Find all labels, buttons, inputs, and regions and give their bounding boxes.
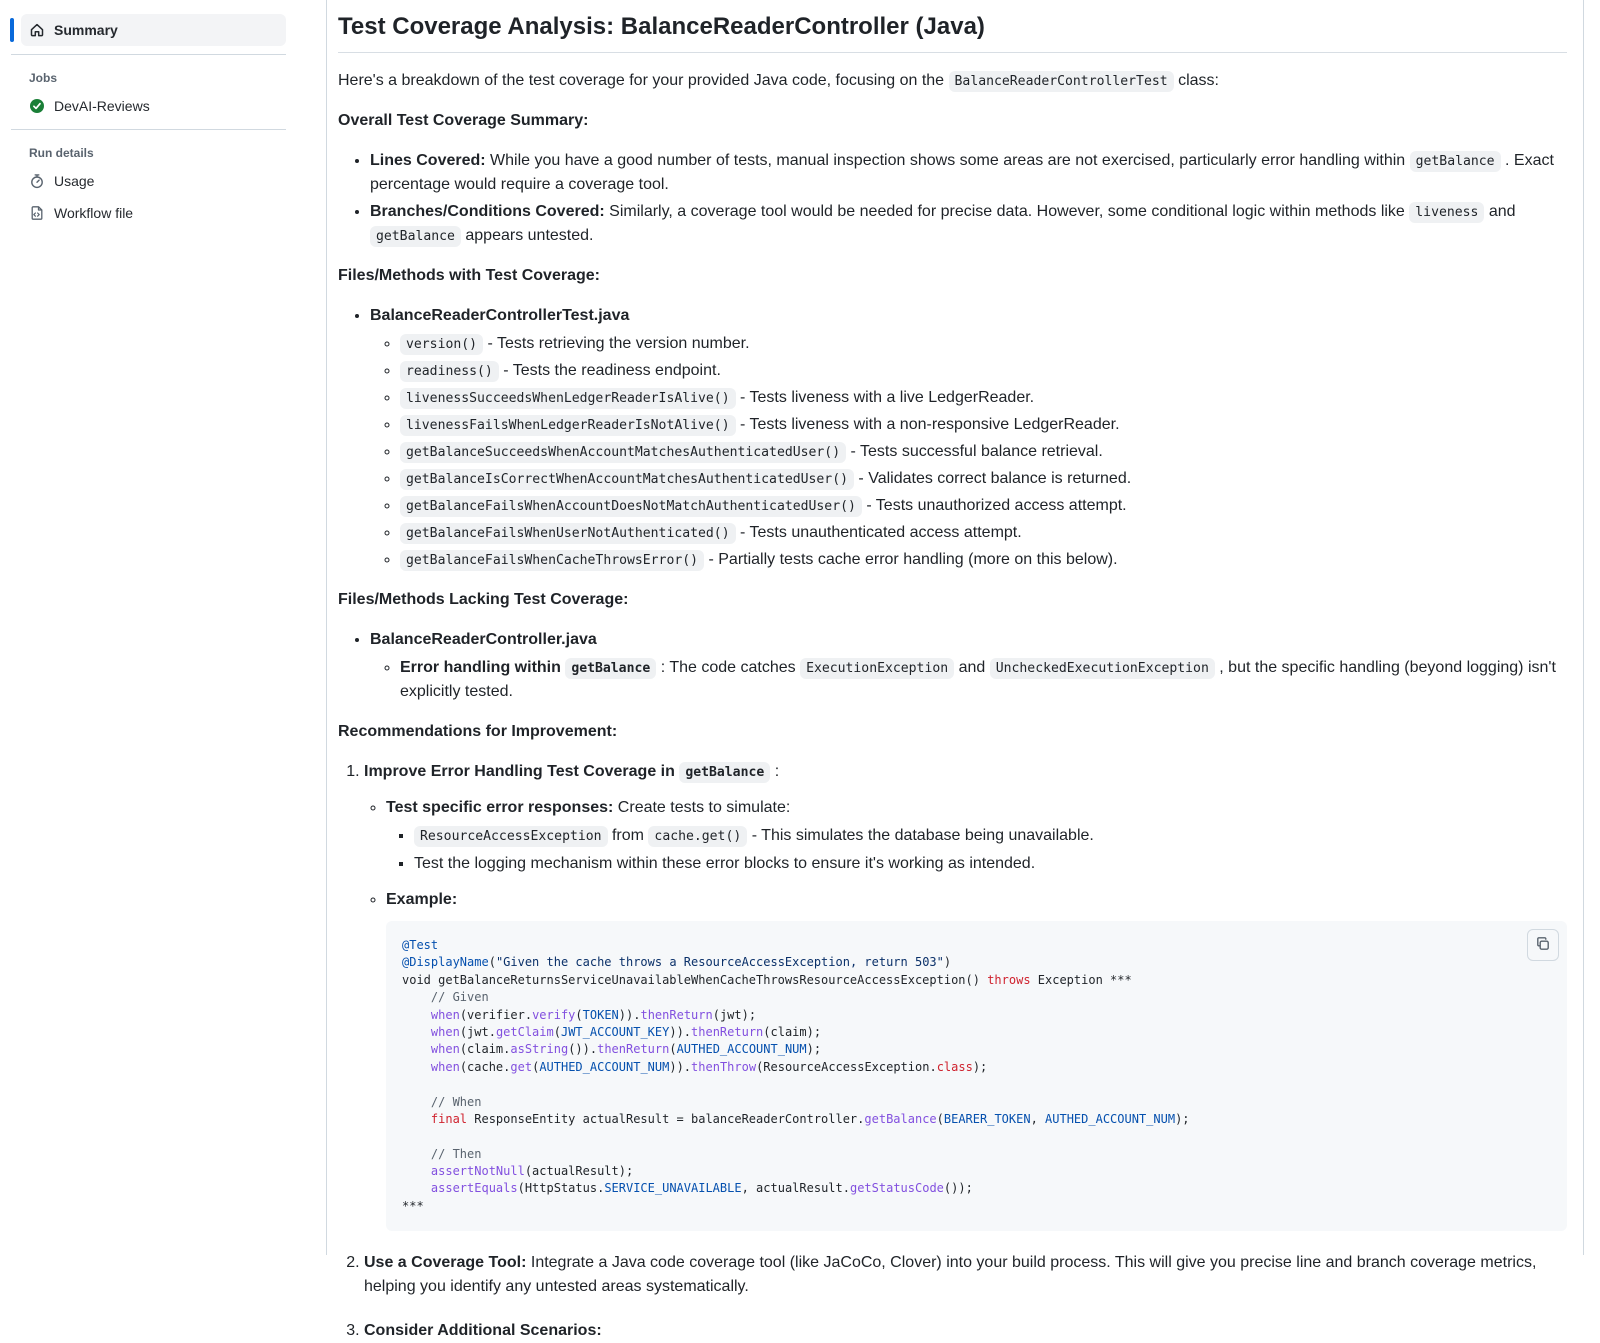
recommendations-heading: Recommendations for Improvement: [338,723,618,740]
list-item: • Lines Covered: While you have a good number of tests, manual inspection shows some areas are not exercised, particularly error handling within getBalance . Exact percentage would require a coverage tool. [370,149,1567,197]
sidebar-divider [11,129,286,130]
list-item: ◦ getBalanceFailsWhenAccountDoesNotMatchAuthenticatedUser() - Tests unauthorized access attempt. [400,494,1567,518]
sidebar-item-usage[interactable] [21,166,286,196]
run-sidebar [0,0,327,1255]
sub-recommendation: Test specific error responses: Create tests to simulate: [386,799,791,816]
jobs-section-header: Jobs [29,71,58,85]
files-lacking-coverage-list [338,628,1567,704]
sidebar-item-label: Summary [54,22,118,38]
intro-paragraph: Here's a breakdown of the test coverage for your provided Java code, focusing on the BalanceReaderControllerTest class: [338,69,1567,93]
list-item: ▪ ResourceAccessException from cache.get() - This simulates the database being unavailable. [414,824,1567,848]
simulate-list [386,824,1567,876]
list-item: ◦ Error handling within getBalance : The code catches ExecutionException and UncheckedExecutionException , but the specific handling (beyond logging) isn't explicitly tested. [400,656,1567,704]
list-item: 3. Consider Additional Scenarios: [364,1319,1567,1343]
untested-areas-list [370,656,1567,704]
summary-content [327,0,1584,1340]
copy-code-button[interactable] [1527,929,1559,961]
java-code-block: @Test @DisplayName("Given the cache throws a ResourceAccessException, return 503") void getBalanceReturnsServiceUnavailableWhenCacheThrowsResourceAccessException() throws Exception *** // Given when(verifier.verify(TOKEN)).thenReturn(jwt); when(jwt.getClaim(JWT_ACCOUNT_KEY)).thenReturn(claim); when(claim.asString()).thenReturn(AUTHED_ACCOUNT_NUM); when(cache.get(AUTHED_ACCOUNT_NUM)).thenThrow(ResourceAccessException.class); // When final ResponseEntity actualResult = balanceReaderController.getBalance(BEARER_TOKEN, AUTHED_ACCOUNT_NUM); // Then assertNotNull(actualResult); assertEquals(HttpStatus.SERVICE_UNAVAILABLE, actualResult.getStatusCode()); *** [386,921,1567,1231]
list-item [364,760,1567,1231]
recommendations-list [338,760,1567,1343]
file-name: BalanceReaderControllerTest.java [370,307,630,324]
files-with-coverage-heading: Files/Methods with Test Coverage: [338,267,600,284]
tested-methods-list [370,332,1567,572]
list-item: ▪ Test the logging mechanism within these error blocks to ensure it's working as intended. [414,852,1567,876]
list-item [370,304,1567,572]
code-file-icon [29,205,45,221]
active-indicator-bar [10,18,14,42]
recommendation-sublist [364,796,1567,1231]
example-label: Example: [386,891,458,908]
recommendation-title: Improve Error Handling Test Coverage in getBalance : [364,763,779,780]
sidebar-item-workflow-file[interactable] [21,198,286,228]
list-item [386,796,1567,876]
files-lacking-coverage-heading: Files/Methods Lacking Test Coverage: [338,591,629,608]
job-name: DevAI-Reviews [54,98,150,114]
home-icon [29,22,45,38]
list-item: ◦ getBalanceSucceedsWhenAccountMatchesAuthenticatedUser() - Tests successful balance retrieval. [400,440,1567,464]
check-circle-icon [29,98,45,114]
code-block-container [386,921,1567,1231]
list-item: ◦ livenessFailsWhenLedgerReaderIsNotAlive() - Tests liveness with a non-responsive LedgerReader. [400,413,1567,437]
sidebar-item-label: Workflow file [54,205,134,221]
list-item: ◦ getBalanceFailsWhenUserNotAuthenticated() - Tests unauthenticated access attempt. [400,521,1567,545]
sidebar-divider [11,54,286,55]
list-item: • Branches/Conditions Covered: Similarly, a coverage tool would be needed for precise data. However, some conditional logic within methods like liveness and getBalance appears untested. [370,200,1567,248]
run-details-section-header: Run details [29,146,94,160]
file-name: BalanceReaderController.java [370,631,597,648]
copy-icon [1535,936,1551,955]
list-item: ◦ getBalanceFailsWhenCacheThrowsError() - Partially tests cache error handling (more on this below). [400,548,1567,572]
stopwatch-icon [29,173,45,189]
list-item: ◦ getBalanceIsCorrectWhenAccountMatchesAuthenticatedUser() - Validates correct balance is returned. [400,467,1567,491]
list-item: 2. Use a Coverage Tool: Integrate a Java code coverage tool (like JaCoCo, Clover) into your build process. This will give you precise line and branch coverage metrics, helping you identify any untested areas systematically. [364,1251,1567,1299]
list-item [386,888,1567,1231]
list-item: ◦ version() - Tests retrieving the version number. [400,332,1567,356]
page-title: Test Coverage Analysis: BalanceReaderController (Java) [338,12,1567,53]
list-item: ◦ readiness() - Tests the readiness endpoint. [400,359,1567,383]
list-item: ◦ livenessSucceedsWhenLedgerReaderIsAlive() - Tests liveness with a live LedgerReader. [400,386,1567,410]
overall-coverage-heading: Overall Test Coverage Summary: [338,112,589,129]
sidebar-item-job-devai-reviews[interactable] [21,91,286,121]
files-with-coverage-list [338,304,1567,572]
list-item [370,628,1567,704]
sidebar-item-label: Usage [54,173,95,189]
overall-coverage-list [338,149,1567,248]
sidebar-item-summary[interactable] [21,14,286,46]
